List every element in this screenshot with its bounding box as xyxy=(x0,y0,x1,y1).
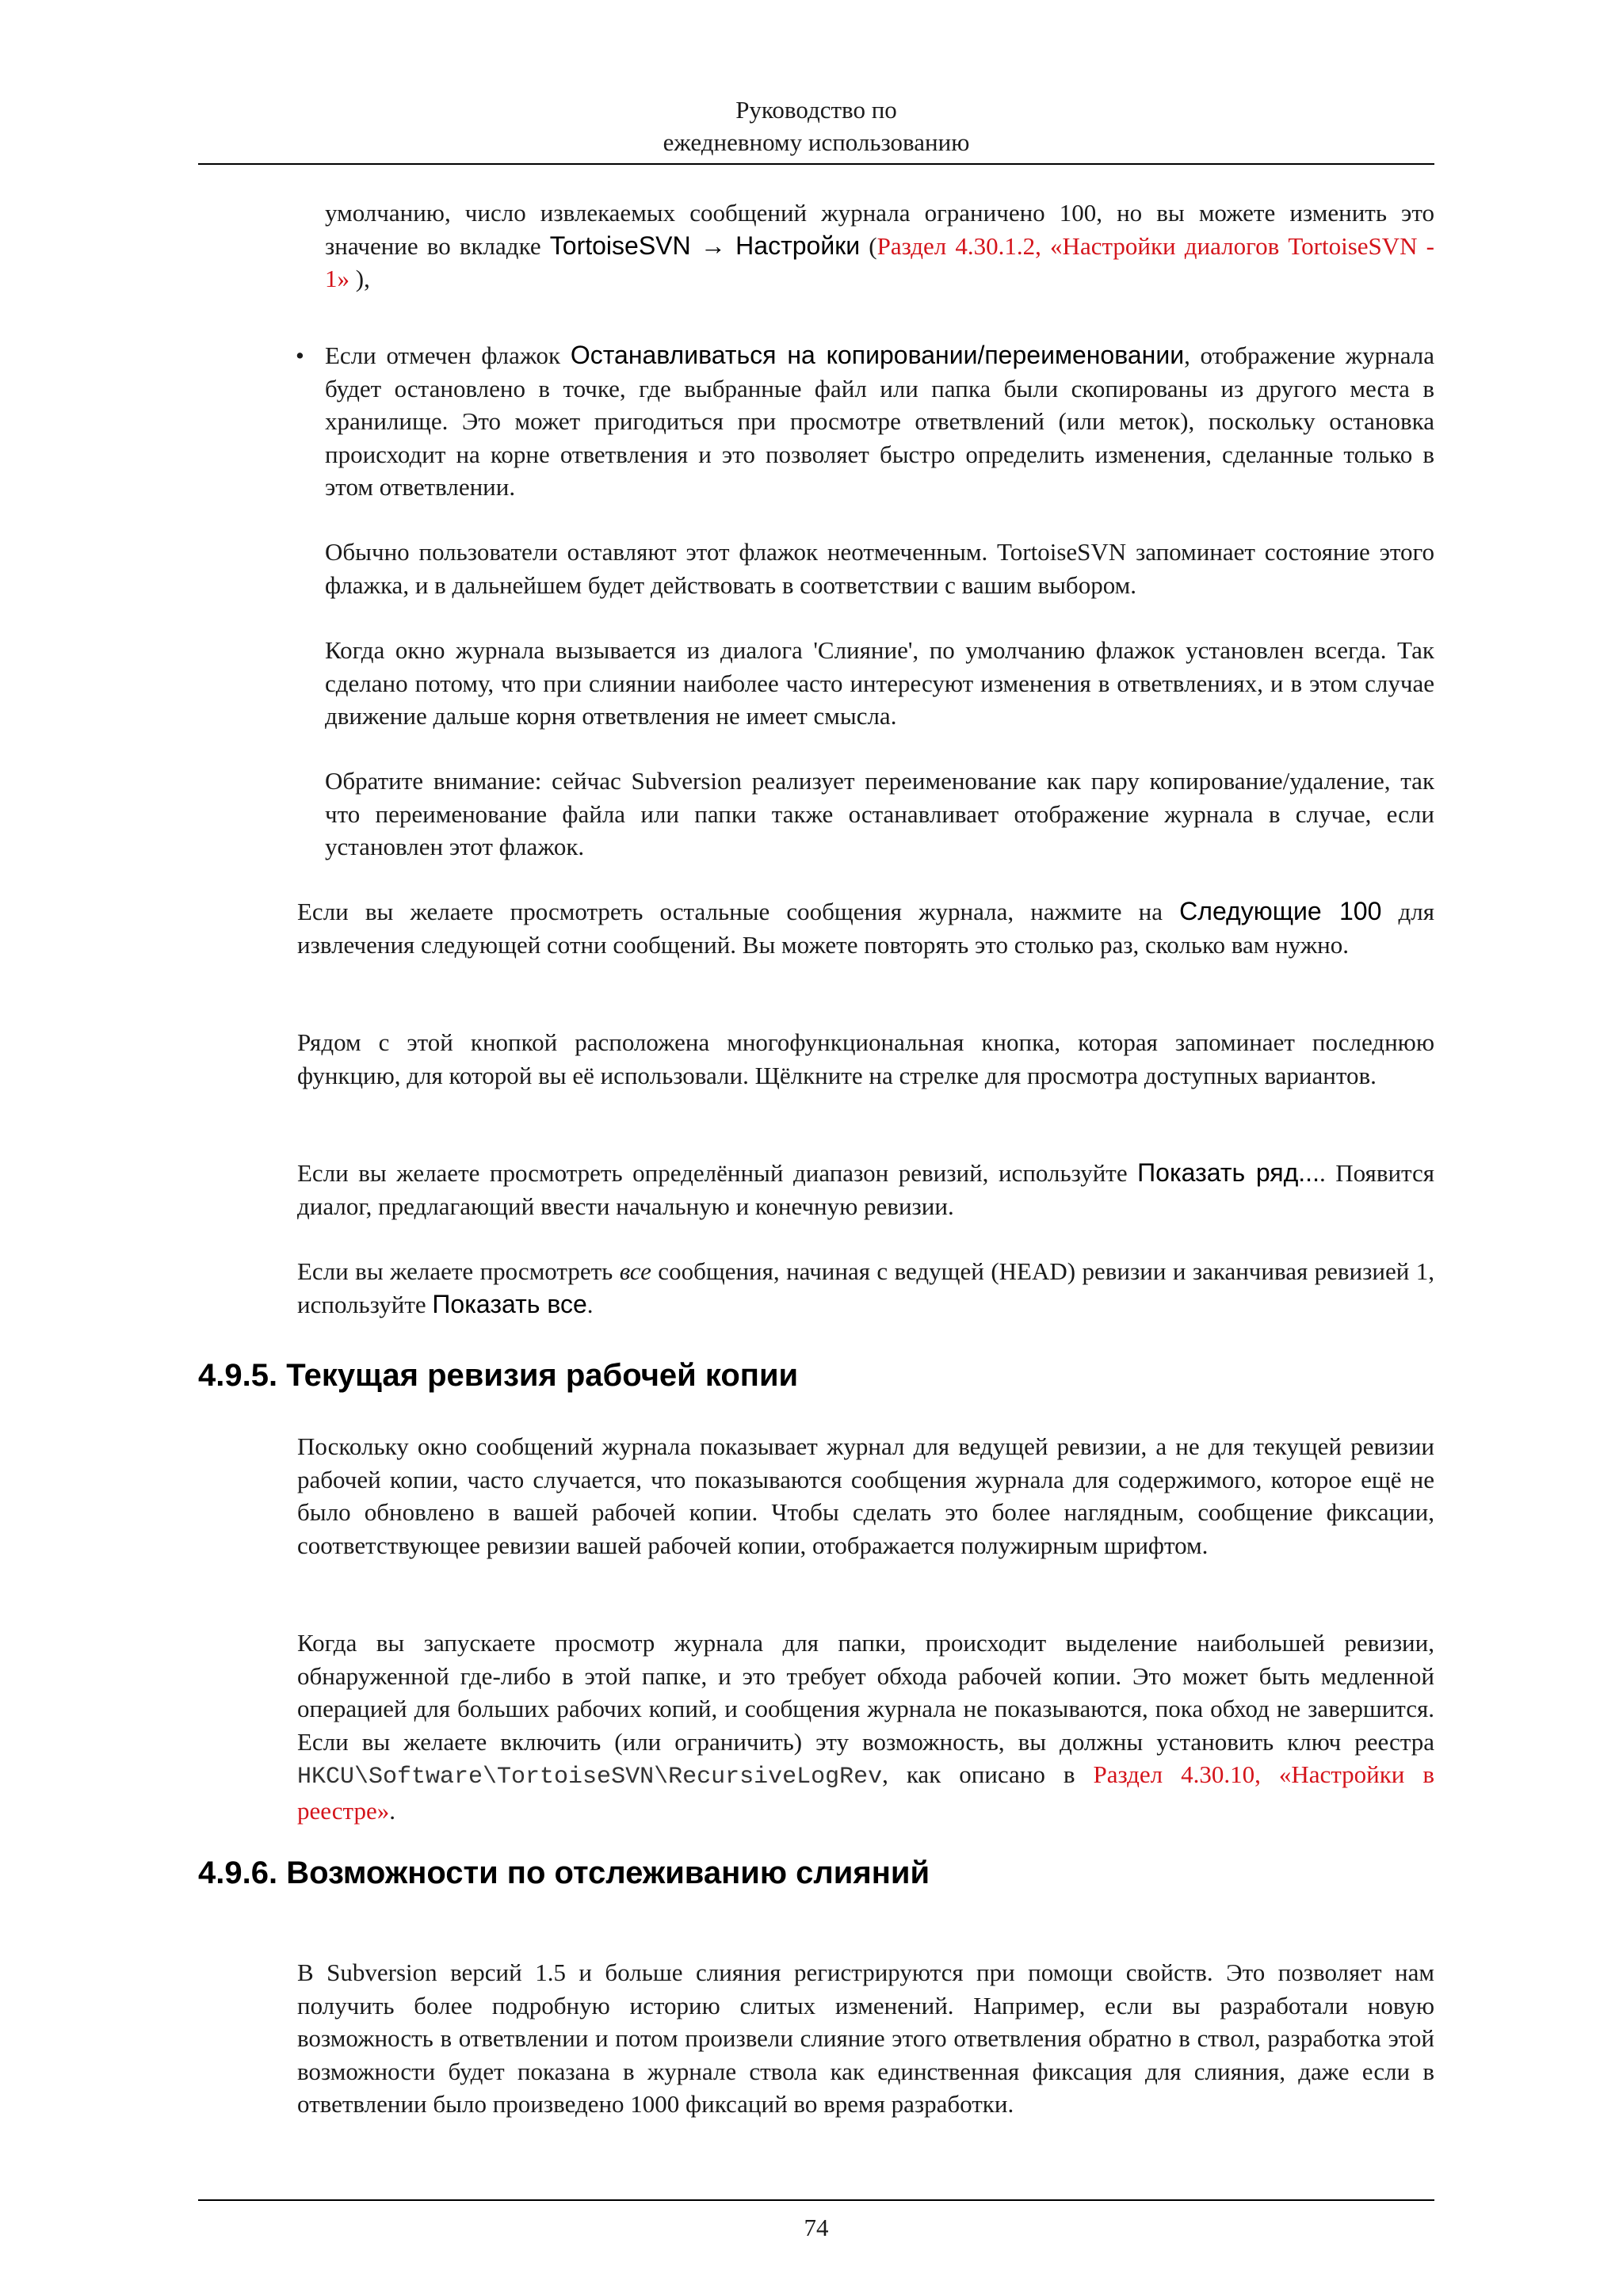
emphasis-all: все xyxy=(619,1257,651,1285)
ui-show-range-button: Показать ряд... xyxy=(1137,1158,1319,1187)
paragraph-show-all: Если вы желаете просмотреть все сообщения, начиная с ведущей (HEAD) ревизии и заканчивая ревизией 1, используйте Показать все. xyxy=(297,1257,1435,1318)
page-number: 74 xyxy=(804,2214,829,2241)
page-header xyxy=(198,93,1434,158)
ui-next-100-button: Следующие 100 xyxy=(1179,897,1382,925)
bullet-marker: • xyxy=(296,341,304,369)
footer-rule xyxy=(198,2199,1434,2201)
heading-4-9-5: 4.9.5. Текущая ревизия рабочей копии xyxy=(198,1358,799,1393)
link-registry-section[interactable]: Раздел 4.30.10, «Настройки в реестре» xyxy=(297,1760,1434,1825)
bullet-stop-on-copy: Если отмечен флажок Останавливаться на копировании/переименовании, отображение журнала будет остановлено в точке, где выбранные файл или папка были скопированы из другого места в хранилище. Это может пригодиться при просмотре ответвлений (или меток), поскольку остановка происходит на корне ответвления и это позволяет быстро определить изменения, сделанные только в этом ответвлении. xyxy=(325,341,1434,501)
ui-stop-on-copy-checkbox: Останавливаться на копировании/переименовании xyxy=(570,341,1185,369)
paragraph-log-limit: умолчанию, число извлекаемых сообщений журнала ограничено 100, но вы можете изменить это значение во вкладке TortoiseSVN → Настройки (Раздел 4.30.1.2, «Настройки диалогов TortoiseSVN - 1» ), xyxy=(325,199,1435,292)
header-title-line1: Руководство по xyxy=(735,96,897,124)
paragraph-recursive-log-rev: Когда вы запускаете просмотр журнала для папки, происходит выделение наибольшей ревизии, обнаруженной где-либо в этой папке, и это требует обхода рабочей копии. Это может быть медленной операцией для больших рабочих копий, и сообщения журнала не показываются, пока обход не завершится. Если вы желаете включить (или ограничить) эту возможность, вы должны установить ключ реестра HKCU\Software\TortoiseSVN\RecursiveLogRev, как описано в Раздел 4.30.10, «Настройки в реестре». xyxy=(297,1629,1434,1825)
link-settings-section[interactable]: Раздел 4.30.1.2, «Настройки диалогов TortoiseSVN - 1» xyxy=(325,231,1435,292)
paragraph-multifunction-button: Рядом с этой кнопкой расположена многофункциональная кнопка, которая запоминает последнюю функцию, для которой вы её использовали. Щёлкните на стрелке для просмотра доступных вариантов. xyxy=(297,1028,1434,1089)
paragraph-merge-tracking: В Subversion версий 1.5 и больше слияния регистрируются при помощи свойств. Это позволяет нам получить более подробную историю слитых изменений. Например, если вы разработали новую возможность в ответвлении и потом произвели слияние этого ответвления обратно в ствол, разработка этой возможности будет показана в журнале ствола как единственная фиксация для слияния, даже если в ответвлении было произведено 1000 фиксаций во время разработки. xyxy=(297,1958,1434,2118)
paragraph-next-100: Если вы желаете просмотреть остальные сообщения журнала, нажмите на Следующие 100 для извлечения следующей сотни сообщений. Вы можете повторять это столько раз, сколько вам нужно. xyxy=(297,897,1435,959)
paragraph-users-leave-unchecked: Обычно пользователи оставляют этот флажок неотмеченным. TortoiseSVN запоминает состояние этого флажка, и в дальнейшем будет действовать в соответствии с вашим выбором. xyxy=(325,538,1434,599)
paragraph-show-range: Если вы желаете просмотреть определённый диапазон ревизий, используйте Показать ряд.... Появится диалог, предлагающий ввести начальную и конечную ревизии. xyxy=(297,1158,1434,1220)
header-rule xyxy=(198,163,1434,165)
heading-4-9-6: 4.9.6. Возможности по отслеживанию слияний xyxy=(198,1855,930,1890)
paragraph-rename-note: Обратите внимание: сейчас Subversion реализует переименование как пару копирование/удаление, так что переименование файла или папки также останавливает отображение журнала в случае, если установлен этот флажок. xyxy=(325,767,1434,860)
paragraph-merge-dialog: Когда окно журнала вызывается из диалога 'Слияние', по умолчанию флажок установлен всегда. Так сделано потому, что при слиянии наиболее часто интересуют изменения в ответвлениях, и в этом случае движение дальше корня ответвления не имеет смысла. xyxy=(325,636,1434,730)
ui-show-all-button: Показать все xyxy=(432,1289,587,1318)
ui-settings-path: TortoiseSVN → Настройки xyxy=(549,231,861,260)
header-title-line2: ежедневному использованию xyxy=(663,128,970,156)
registry-key-code: HKCU\Software\TortoiseSVN\RecursiveLogRev xyxy=(297,1764,883,1791)
paragraph-working-copy-revision: Поскольку окно сообщений журнала показывает журнал для ведущей ревизии, а не для текущей ревизии рабочей копии, часто случается, что показываются сообщения журнала для содержимого, которое ещё не было обновлено в вашей рабочей копии. Чтобы сделать это более наглядным, сообщение фиксации, соответствующее ревизии вашей рабочей копии, отображается полужирным шрифтом. xyxy=(297,1432,1434,1559)
